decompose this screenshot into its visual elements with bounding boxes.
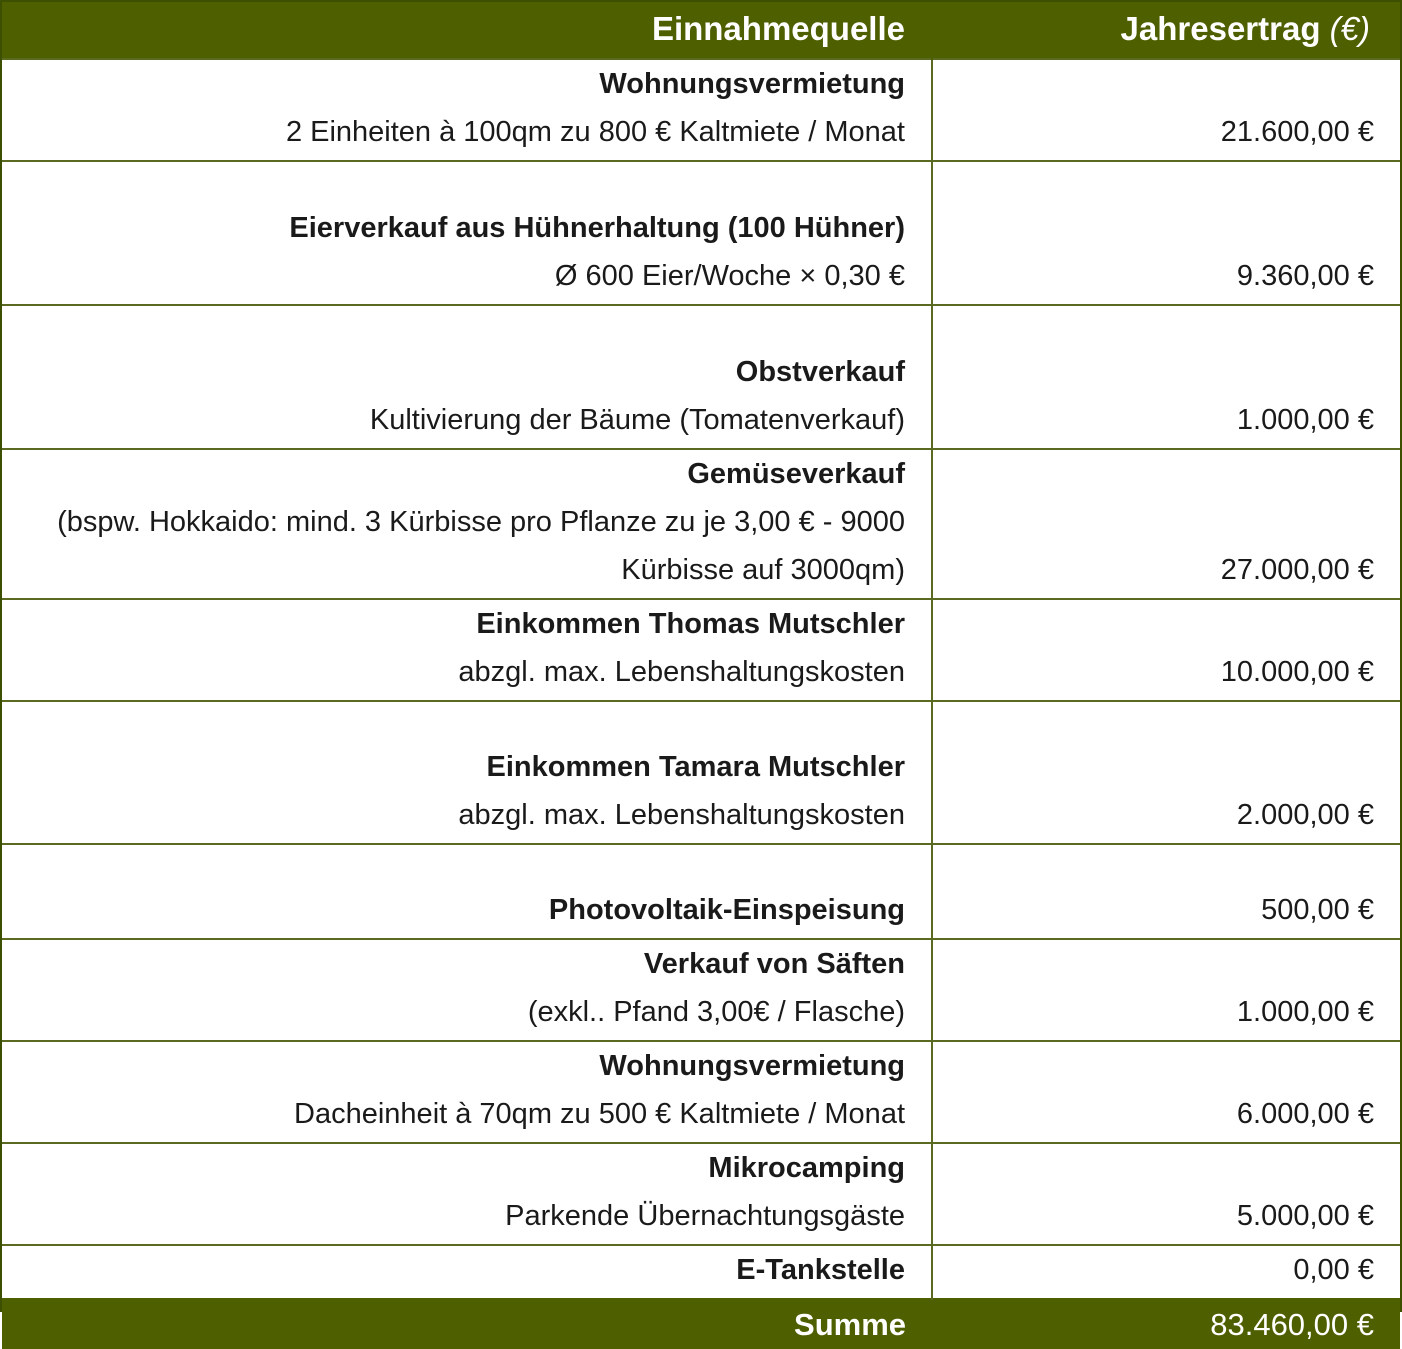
source-detail: abzgl. max. Lebenshaltungskosten bbox=[458, 799, 905, 831]
sum-value: 83.460,00 € bbox=[932, 1299, 1400, 1349]
source-title: E-Tankstelle bbox=[736, 1254, 905, 1286]
source-cell bbox=[2, 844, 932, 939]
table-row bbox=[2, 59, 1400, 161]
source-title: Gemüseverkauf bbox=[687, 458, 905, 490]
source-detail: (bspw. Hokkaido: mind. 3 Kürbisse pro Pflanze zu je 3,00 € - 9000 Kürbisse auf 3000qm) bbox=[57, 506, 905, 586]
table-row bbox=[2, 599, 1400, 701]
source-cell bbox=[2, 305, 932, 449]
table-row bbox=[2, 161, 1400, 305]
header-unit: (€) bbox=[1329, 10, 1370, 47]
value-cell: 500,00 € bbox=[932, 844, 1400, 939]
value-cell: 27.000,00 € bbox=[932, 449, 1400, 599]
value-cell: 5.000,00 € bbox=[932, 1143, 1400, 1245]
sum-row bbox=[2, 1299, 1400, 1349]
table-row bbox=[2, 305, 1400, 449]
source-detail: Ø 600 Eier/Woche × 0,30 € bbox=[554, 260, 905, 292]
table-row bbox=[2, 939, 1400, 1041]
header-source: Einnahmequelle bbox=[2, 2, 932, 59]
table-row bbox=[2, 1245, 1400, 1299]
value-cell: 2.000,00 € bbox=[932, 701, 1400, 844]
value-cell: 1.000,00 € bbox=[932, 939, 1400, 1041]
header-row bbox=[2, 2, 1400, 59]
table-row bbox=[2, 1041, 1400, 1143]
source-detail: abzgl. max. Lebenshaltungskosten bbox=[458, 656, 905, 688]
table-header bbox=[2, 2, 1400, 59]
source-cell bbox=[2, 599, 932, 701]
source-title: Verkauf von Säften bbox=[643, 948, 905, 980]
source-detail: Dacheinheit à 70qm zu 500 € Kaltmiete / Monat bbox=[294, 1098, 905, 1130]
source-detail: Parkende Übernachtungsgäste bbox=[505, 1200, 905, 1232]
source-title: Wohnungsvermietung bbox=[599, 68, 905, 100]
source-title: Wohnungsvermietung bbox=[599, 1050, 905, 1082]
table-row bbox=[2, 844, 1400, 939]
value-cell: 6.000,00 € bbox=[932, 1041, 1400, 1143]
value-cell: 0,00 € bbox=[932, 1245, 1400, 1299]
table-row bbox=[2, 449, 1400, 599]
source-title: Photovoltaik-Einspeisung bbox=[548, 894, 905, 926]
source-detail: 2 Einheiten à 100qm zu 800 € Kaltmiete / Monat bbox=[285, 116, 905, 148]
table-row bbox=[2, 1143, 1400, 1245]
source-cell bbox=[2, 939, 932, 1041]
income-table bbox=[2, 2, 1400, 1349]
source-cell bbox=[2, 1245, 932, 1299]
source-title: Eierverkauf aus Hühnerhaltung (100 Hühner) bbox=[289, 212, 905, 244]
source-detail: Kultivierung der Bäume (Tomatenverkauf) bbox=[369, 404, 905, 436]
source-title: Obstverkauf bbox=[735, 356, 905, 388]
sum-label: Summe bbox=[2, 1299, 932, 1349]
table-footer bbox=[2, 1299, 1400, 1349]
table-row bbox=[2, 701, 1400, 844]
source-title: Einkommen Tamara Mutschler bbox=[486, 751, 905, 783]
header-value bbox=[932, 2, 1400, 59]
source-cell bbox=[2, 449, 932, 599]
value-cell: 9.360,00 € bbox=[932, 161, 1400, 305]
source-detail: (exkl.. Pfand 3,00€ / Flasche) bbox=[527, 996, 905, 1028]
source-cell bbox=[2, 1041, 932, 1143]
source-title: Einkommen Thomas Mutschler bbox=[476, 608, 905, 640]
source-cell bbox=[2, 701, 932, 844]
source-cell bbox=[2, 161, 932, 305]
header-value-label: Jahresertrag bbox=[1120, 10, 1321, 47]
source-title: Mikrocamping bbox=[708, 1152, 905, 1184]
value-cell: 1.000,00 € bbox=[932, 305, 1400, 449]
table-body bbox=[2, 59, 1400, 1299]
source-cell bbox=[2, 59, 932, 161]
source-cell bbox=[2, 1143, 932, 1245]
value-cell: 21.600,00 € bbox=[932, 59, 1400, 161]
value-cell: 10.000,00 € bbox=[932, 599, 1400, 701]
